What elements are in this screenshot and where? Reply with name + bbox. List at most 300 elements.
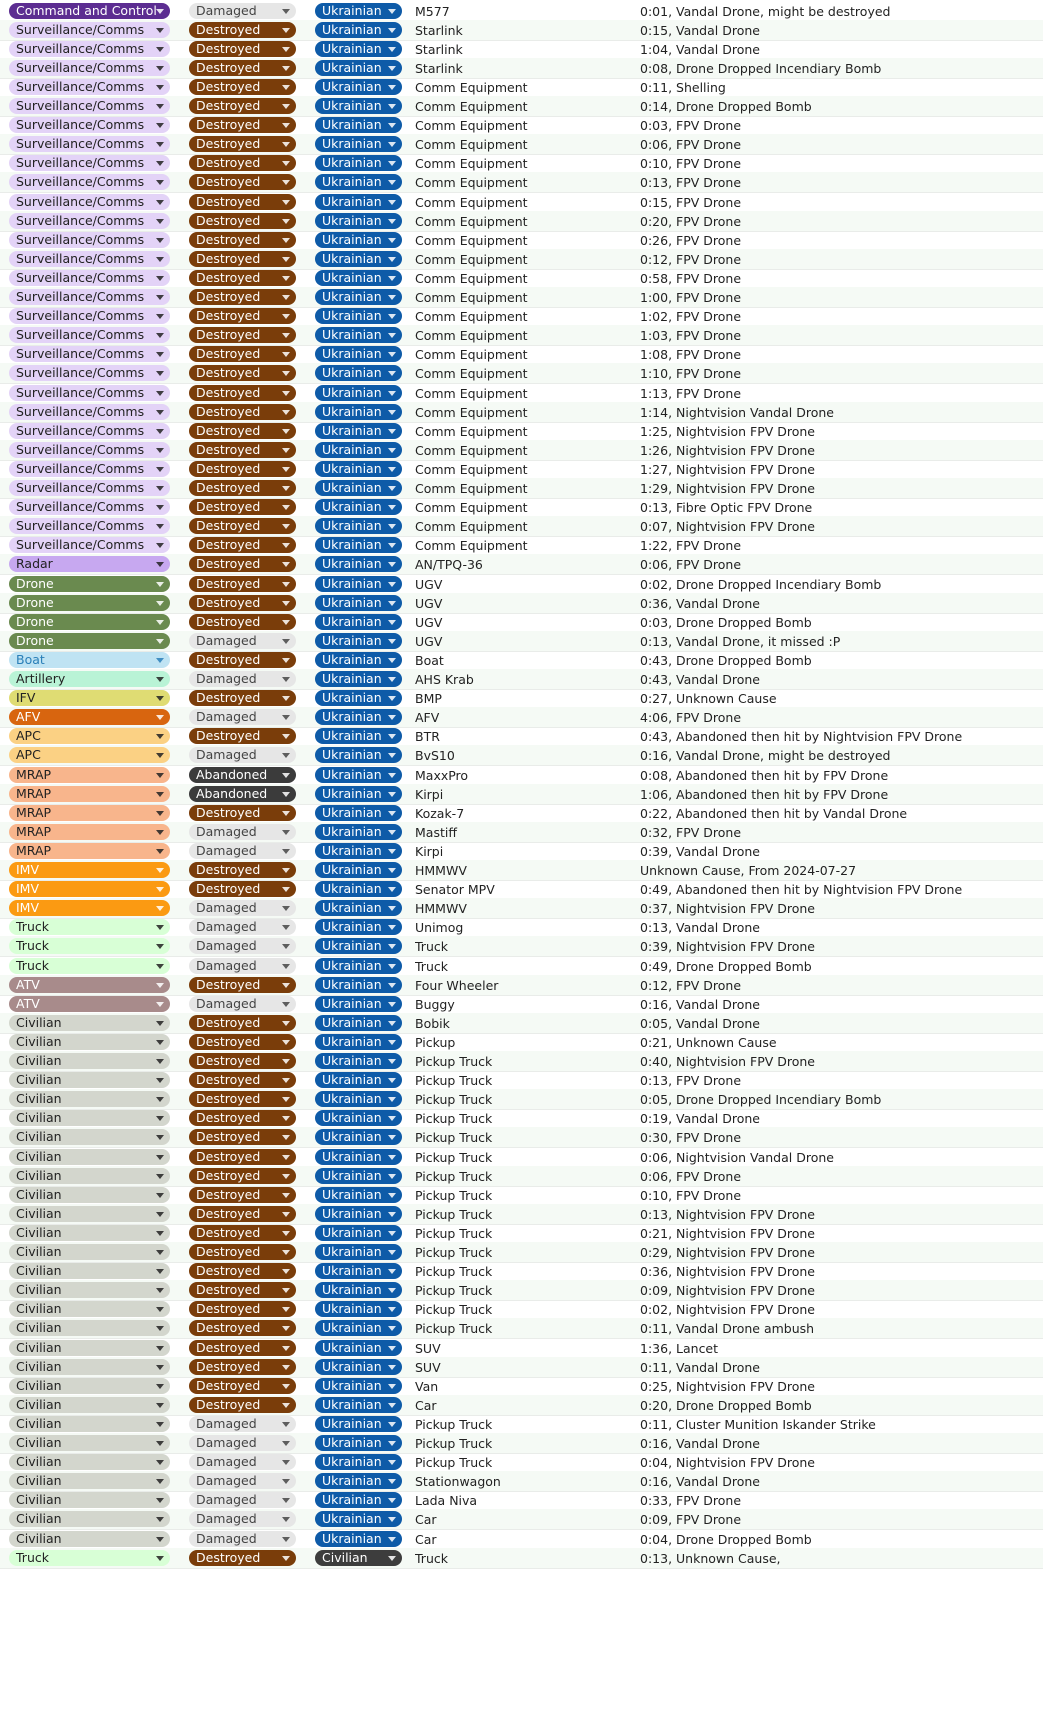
status-select[interactable] — [189, 1225, 296, 1241]
owner-select[interactable] — [315, 1397, 402, 1413]
chevron-down-icon[interactable] — [156, 734, 164, 739]
notes-cell[interactable]: 0:13, FPV Drone — [640, 1073, 742, 1089]
owner-select[interactable] — [315, 365, 402, 381]
notes-cell[interactable]: 0:09, FPV Drone — [640, 1512, 742, 1528]
notes-cell[interactable]: 1:36, Lancet — [640, 1340, 719, 1356]
notes-cell[interactable]: 0:43, Abandoned then hit by Nightvision FPV Drone — [640, 729, 963, 745]
chevron-down-icon[interactable] — [388, 639, 396, 644]
chevron-down-icon[interactable] — [156, 1479, 164, 1484]
status-select[interactable] — [189, 652, 296, 668]
notes-cell[interactable]: 1:02, FPV Drone — [640, 309, 742, 325]
chevron-down-icon[interactable] — [388, 1021, 396, 1026]
chevron-down-icon[interactable] — [388, 811, 396, 816]
equipment-type-cell[interactable]: Comm Equipment — [415, 328, 528, 344]
notes-cell[interactable]: 0:43, Vandal Drone — [640, 672, 760, 687]
chevron-down-icon[interactable] — [388, 620, 396, 625]
category-select[interactable] — [9, 1282, 170, 1298]
chevron-down-icon[interactable] — [282, 333, 290, 338]
chevron-down-icon[interactable] — [388, 1212, 396, 1217]
owner-select[interactable] — [315, 652, 402, 668]
chevron-down-icon[interactable] — [282, 1556, 290, 1561]
chevron-down-icon[interactable] — [282, 180, 290, 185]
category-select[interactable] — [9, 977, 170, 993]
chevron-down-icon[interactable] — [388, 964, 396, 969]
status-select[interactable] — [189, 1015, 296, 1031]
owner-select[interactable] — [315, 22, 402, 38]
chevron-down-icon[interactable] — [282, 142, 290, 147]
notes-cell[interactable]: 0:11, Vandal Drone ambush — [640, 1321, 815, 1337]
chevron-down-icon[interactable] — [156, 123, 164, 128]
chevron-down-icon[interactable] — [388, 524, 396, 529]
chevron-down-icon[interactable] — [282, 964, 290, 969]
owner-select[interactable] — [315, 60, 402, 76]
chevron-down-icon[interactable] — [282, 906, 290, 911]
category-select[interactable] — [9, 232, 170, 248]
status-select[interactable] — [189, 442, 296, 458]
chevron-down-icon[interactable] — [282, 371, 290, 376]
equipment-type-cell[interactable]: Van — [415, 1378, 439, 1394]
chevron-down-icon[interactable] — [388, 887, 396, 892]
status-select[interactable] — [189, 1397, 296, 1413]
status-select[interactable] — [189, 22, 296, 38]
owner-select[interactable] — [315, 709, 402, 725]
notes-cell[interactable]: 0:04, Nightvision FPV Drone — [640, 1455, 815, 1471]
chevron-down-icon[interactable] — [282, 1288, 290, 1293]
chevron-down-icon[interactable] — [388, 200, 396, 205]
chevron-down-icon[interactable] — [282, 85, 290, 90]
owner-select[interactable] — [315, 1320, 402, 1336]
notes-cell[interactable]: 0:58, FPV Drone — [640, 270, 742, 286]
equipment-type-cell[interactable]: Pickup Truck — [415, 1130, 493, 1146]
chevron-down-icon[interactable] — [156, 486, 164, 491]
chevron-down-icon[interactable] — [156, 543, 164, 548]
equipment-type-cell[interactable]: Pickup Truck — [415, 1073, 493, 1089]
category-select[interactable] — [9, 1091, 170, 1107]
chevron-down-icon[interactable] — [388, 429, 396, 434]
chevron-down-icon[interactable] — [156, 314, 164, 319]
status-select[interactable] — [189, 1378, 296, 1394]
status-select[interactable] — [189, 614, 296, 630]
chevron-down-icon[interactable] — [282, 238, 290, 243]
chevron-down-icon[interactable] — [282, 314, 290, 319]
status-select[interactable] — [189, 1072, 296, 1088]
chevron-down-icon[interactable] — [388, 601, 396, 606]
notes-cell[interactable]: 0:16, Vandal Drone — [640, 996, 760, 1012]
owner-select[interactable] — [315, 1244, 402, 1260]
owner-select[interactable] — [315, 461, 402, 477]
chevron-down-icon[interactable] — [388, 467, 396, 472]
chevron-down-icon[interactable] — [156, 1537, 164, 1542]
chevron-down-icon[interactable] — [156, 410, 164, 415]
chevron-down-icon[interactable] — [156, 9, 164, 14]
owner-select[interactable] — [315, 499, 402, 515]
chevron-down-icon[interactable] — [388, 696, 396, 701]
chevron-down-icon[interactable] — [388, 1441, 396, 1446]
chevron-down-icon[interactable] — [388, 1193, 396, 1198]
chevron-down-icon[interactable] — [156, 1174, 164, 1179]
owner-select[interactable] — [315, 633, 402, 649]
owner-select[interactable] — [315, 385, 402, 401]
owner-select[interactable] — [315, 919, 402, 935]
status-select[interactable] — [189, 213, 296, 229]
chevron-down-icon[interactable] — [156, 562, 164, 567]
status-select[interactable] — [189, 1244, 296, 1260]
chevron-down-icon[interactable] — [156, 1193, 164, 1198]
category-select[interactable] — [9, 251, 170, 267]
chevron-down-icon[interactable] — [156, 639, 164, 644]
category-select[interactable] — [9, 747, 170, 763]
owner-select[interactable] — [315, 1435, 402, 1451]
chevron-down-icon[interactable] — [282, 620, 290, 625]
chevron-down-icon[interactable] — [388, 677, 396, 682]
status-select[interactable] — [189, 155, 296, 171]
chevron-down-icon[interactable] — [282, 1174, 290, 1179]
chevron-down-icon[interactable] — [388, 505, 396, 510]
chevron-down-icon[interactable] — [282, 391, 290, 396]
chevron-down-icon[interactable] — [282, 352, 290, 357]
chevron-down-icon[interactable] — [156, 1346, 164, 1351]
equipment-type-cell[interactable]: Comm Equipment — [415, 79, 528, 95]
chevron-down-icon[interactable] — [282, 1517, 290, 1522]
chevron-down-icon[interactable] — [388, 1116, 396, 1121]
equipment-type-cell[interactable]: AHS Krab — [415, 672, 474, 687]
notes-cell[interactable]: 0:12, FPV Drone — [640, 251, 742, 267]
chevron-down-icon[interactable] — [388, 391, 396, 396]
chevron-down-icon[interactable] — [388, 1097, 396, 1102]
chevron-down-icon[interactable] — [156, 1231, 164, 1236]
equipment-type-cell[interactable]: Mastiff — [415, 824, 457, 840]
chevron-down-icon[interactable] — [388, 1460, 396, 1465]
owner-select[interactable] — [315, 270, 402, 286]
owner-select[interactable] — [315, 1072, 402, 1088]
chevron-down-icon[interactable] — [156, 944, 164, 949]
category-select[interactable] — [9, 213, 170, 229]
chevron-down-icon[interactable] — [156, 753, 164, 758]
chevron-down-icon[interactable] — [156, 1155, 164, 1160]
chevron-down-icon[interactable] — [156, 1517, 164, 1522]
owner-select[interactable] — [315, 423, 402, 439]
chevron-down-icon[interactable] — [282, 1269, 290, 1274]
notes-cell[interactable]: 1:08, FPV Drone — [640, 347, 742, 363]
notes-cell[interactable]: 1:13, FPV Drone — [640, 385, 742, 401]
equipment-type-cell[interactable]: BTR — [415, 729, 440, 745]
owner-select[interactable] — [315, 480, 402, 496]
chevron-down-icon[interactable] — [388, 1403, 396, 1408]
notes-cell[interactable]: 0:01, Vandal Drone, might be destroyed — [640, 3, 891, 19]
category-select[interactable] — [9, 633, 170, 649]
chevron-down-icon[interactable] — [282, 639, 290, 644]
status-select[interactable] — [189, 461, 296, 477]
category-select[interactable] — [9, 194, 170, 210]
chevron-down-icon[interactable] — [282, 1346, 290, 1351]
status-select[interactable] — [189, 41, 296, 57]
category-select[interactable] — [9, 1015, 170, 1031]
owner-select[interactable] — [315, 155, 402, 171]
notes-cell[interactable]: 1:26, Nightvision FPV Drone — [640, 442, 815, 458]
equipment-type-cell[interactable]: AN/TPQ-36 — [415, 557, 483, 573]
chevron-down-icon[interactable] — [282, 562, 290, 567]
owner-select[interactable] — [315, 1091, 402, 1107]
chevron-down-icon[interactable] — [156, 887, 164, 892]
equipment-type-cell[interactable]: Starlink — [415, 60, 463, 76]
chevron-down-icon[interactable] — [388, 925, 396, 930]
status-select[interactable] — [189, 251, 296, 267]
notes-cell[interactable]: 0:11, Vandal Drone — [640, 1359, 760, 1375]
notes-cell[interactable]: 1:25, Nightvision FPV Drone — [640, 423, 815, 439]
chevron-down-icon[interactable] — [388, 371, 396, 376]
equipment-type-cell[interactable]: Pickup Truck — [415, 1302, 493, 1318]
chevron-down-icon[interactable] — [156, 868, 164, 873]
equipment-type-cell[interactable]: Pickup Truck — [415, 1111, 493, 1127]
category-select[interactable] — [9, 1129, 170, 1145]
category-select[interactable] — [9, 1454, 170, 1470]
chevron-down-icon[interactable] — [388, 9, 396, 14]
category-select[interactable] — [9, 1511, 170, 1527]
status-select[interactable] — [189, 289, 296, 305]
equipment-type-cell[interactable]: Pickup Truck — [415, 1264, 493, 1280]
owner-select[interactable] — [315, 900, 402, 916]
equipment-type-cell[interactable]: SUV — [415, 1359, 441, 1375]
chevron-down-icon[interactable] — [388, 1231, 396, 1236]
category-select[interactable] — [9, 728, 170, 744]
chevron-down-icon[interactable] — [156, 333, 164, 338]
chevron-down-icon[interactable] — [282, 811, 290, 816]
notes-cell[interactable]: 0:03, FPV Drone — [640, 118, 742, 134]
chevron-down-icon[interactable] — [282, 1326, 290, 1331]
status-select[interactable] — [189, 824, 296, 840]
status-select[interactable] — [189, 136, 296, 152]
chevron-down-icon[interactable] — [156, 180, 164, 185]
chevron-down-icon[interactable] — [282, 658, 290, 663]
owner-select[interactable] — [315, 576, 402, 592]
notes-cell[interactable]: 0:08, Drone Dropped Incendiary Bomb — [640, 60, 882, 76]
chevron-down-icon[interactable] — [388, 1155, 396, 1160]
notes-cell[interactable]: 0:39, Vandal Drone — [640, 843, 760, 859]
notes-cell[interactable]: 0:13, Vandal Drone, it missed :P — [640, 633, 841, 649]
chevron-down-icon[interactable] — [282, 1441, 290, 1446]
owner-select[interactable] — [315, 41, 402, 57]
equipment-type-cell[interactable]: Four Wheeler — [415, 977, 499, 993]
category-select[interactable] — [9, 1149, 170, 1165]
notes-cell[interactable]: 1:04, Vandal Drone — [640, 41, 760, 57]
owner-select[interactable] — [315, 308, 402, 324]
category-select[interactable] — [9, 537, 170, 553]
chevron-down-icon[interactable] — [388, 314, 396, 319]
chevron-down-icon[interactable] — [282, 1403, 290, 1408]
equipment-type-cell[interactable]: Car — [415, 1397, 437, 1413]
category-select[interactable] — [9, 709, 170, 725]
owner-select[interactable] — [315, 194, 402, 210]
equipment-type-cell[interactable]: Comm Equipment — [415, 309, 528, 325]
chevron-down-icon[interactable] — [156, 677, 164, 682]
chevron-down-icon[interactable] — [282, 524, 290, 529]
equipment-type-cell[interactable]: Comm Equipment — [415, 442, 528, 458]
chevron-down-icon[interactable] — [282, 887, 290, 892]
chevron-down-icon[interactable] — [388, 1269, 396, 1274]
chevron-down-icon[interactable] — [282, 28, 290, 33]
notes-cell[interactable]: 4:06, FPV Drone — [640, 710, 742, 726]
chevron-down-icon[interactable] — [388, 849, 396, 854]
equipment-type-cell[interactable]: Stationwagon — [415, 1474, 501, 1490]
notes-cell[interactable]: 0:21, Unknown Cause — [640, 1034, 777, 1050]
chevron-down-icon[interactable] — [156, 352, 164, 357]
equipment-type-cell[interactable]: Pickup Truck — [415, 1416, 493, 1432]
chevron-down-icon[interactable] — [388, 66, 396, 71]
notes-cell[interactable]: 0:29, Nightvision FPV Drone — [640, 1245, 815, 1260]
chevron-down-icon[interactable] — [156, 1307, 164, 1312]
category-select[interactable] — [9, 60, 170, 76]
category-select[interactable] — [9, 1053, 170, 1069]
owner-select[interactable] — [315, 938, 402, 954]
chevron-down-icon[interactable] — [388, 1422, 396, 1427]
category-select[interactable] — [9, 1416, 170, 1432]
owner-select[interactable] — [315, 1206, 402, 1222]
category-select[interactable] — [9, 461, 170, 477]
owner-select[interactable] — [315, 1282, 402, 1298]
owner-select[interactable] — [315, 747, 402, 763]
notes-cell[interactable]: 0:13, Unknown Cause, — [640, 1550, 781, 1566]
owner-select[interactable] — [315, 1531, 402, 1547]
equipment-type-cell[interactable]: Truck — [415, 958, 448, 974]
notes-cell[interactable]: 1:22, FPV Drone — [640, 538, 742, 554]
category-select[interactable] — [9, 365, 170, 381]
notes-cell[interactable]: 0:10, FPV Drone — [640, 1187, 742, 1203]
status-select[interactable] — [189, 1473, 296, 1489]
status-select[interactable] — [189, 938, 296, 954]
notes-cell[interactable]: 0:36, Nightvision FPV Drone — [640, 1264, 815, 1280]
chevron-down-icon[interactable] — [156, 238, 164, 243]
chevron-down-icon[interactable] — [388, 1479, 396, 1484]
category-select[interactable] — [9, 346, 170, 362]
chevron-down-icon[interactable] — [388, 1174, 396, 1179]
equipment-type-cell[interactable]: Comm Equipment — [415, 519, 528, 535]
category-select[interactable] — [9, 117, 170, 133]
chevron-down-icon[interactable] — [156, 964, 164, 969]
equipment-type-cell[interactable]: Pickup Truck — [415, 1149, 493, 1165]
chevron-down-icon[interactable] — [388, 1307, 396, 1312]
chevron-down-icon[interactable] — [156, 276, 164, 281]
chevron-down-icon[interactable] — [388, 276, 396, 281]
chevron-down-icon[interactable] — [156, 658, 164, 663]
equipment-type-cell[interactable]: Kozak-7 — [415, 805, 465, 821]
chevron-down-icon[interactable] — [282, 1422, 290, 1427]
equipment-type-cell[interactable]: Comm Equipment — [415, 366, 528, 382]
chevron-down-icon[interactable] — [156, 601, 164, 606]
category-select[interactable] — [9, 1072, 170, 1088]
status-select[interactable] — [189, 1034, 296, 1050]
status-select[interactable] — [189, 232, 296, 248]
chevron-down-icon[interactable] — [156, 200, 164, 205]
chevron-down-icon[interactable] — [388, 773, 396, 778]
owner-select[interactable] — [315, 1416, 402, 1432]
equipment-type-cell[interactable]: Truck — [415, 939, 448, 955]
status-select[interactable] — [189, 881, 296, 897]
status-select[interactable] — [189, 747, 296, 763]
chevron-down-icon[interactable] — [282, 257, 290, 262]
category-select[interactable] — [9, 1473, 170, 1489]
category-select[interactable] — [9, 690, 170, 706]
status-select[interactable] — [189, 977, 296, 993]
status-select[interactable] — [189, 480, 296, 496]
status-select[interactable] — [189, 633, 296, 649]
notes-cell[interactable]: 0:39, Nightvision FPV Drone — [640, 939, 815, 955]
equipment-type-cell[interactable]: UGV — [415, 576, 443, 592]
equipment-type-cell[interactable]: Pickup Truck — [415, 1168, 493, 1184]
status-select[interactable] — [189, 98, 296, 114]
chevron-down-icon[interactable] — [156, 505, 164, 510]
chevron-down-icon[interactable] — [388, 333, 396, 338]
chevron-down-icon[interactable] — [156, 47, 164, 52]
chevron-down-icon[interactable] — [156, 1040, 164, 1045]
notes-cell[interactable]: 0:21, Nightvision FPV Drone — [640, 1225, 815, 1241]
owner-select[interactable] — [315, 346, 402, 362]
category-select[interactable] — [9, 1320, 170, 1336]
chevron-down-icon[interactable] — [156, 1097, 164, 1102]
owner-select[interactable] — [315, 767, 402, 783]
equipment-type-cell[interactable]: Boat — [415, 652, 444, 668]
category-select[interactable] — [9, 958, 170, 974]
notes-cell[interactable]: 0:11, Shelling — [640, 79, 726, 95]
chevron-down-icon[interactable] — [282, 1537, 290, 1542]
chevron-down-icon[interactable] — [282, 773, 290, 778]
chevron-down-icon[interactable] — [156, 906, 164, 911]
status-select[interactable] — [189, 996, 296, 1012]
notes-cell[interactable]: 0:13, Vandal Drone — [640, 920, 760, 936]
chevron-down-icon[interactable] — [388, 410, 396, 415]
chevron-down-icon[interactable] — [156, 28, 164, 33]
status-select[interactable] — [189, 1320, 296, 1336]
chevron-down-icon[interactable] — [388, 1059, 396, 1064]
notes-cell[interactable]: 0:16, Vandal Drone, might be destroyed — [640, 748, 891, 764]
equipment-type-cell[interactable]: Comm Equipment — [415, 194, 528, 210]
owner-select[interactable] — [315, 251, 402, 267]
notes-cell[interactable]: 0:12, FPV Drone — [640, 977, 742, 993]
equipment-type-cell[interactable]: Lada Niva — [415, 1493, 478, 1509]
owner-select[interactable] — [315, 862, 402, 878]
owner-select[interactable] — [315, 614, 402, 630]
chevron-down-icon[interactable] — [388, 104, 396, 109]
chevron-down-icon[interactable] — [388, 1517, 396, 1522]
owner-select[interactable] — [315, 1129, 402, 1145]
chevron-down-icon[interactable] — [282, 1097, 290, 1102]
chevron-down-icon[interactable] — [156, 371, 164, 376]
notes-cell[interactable]: 0:33, FPV Drone — [640, 1493, 742, 1509]
chevron-down-icon[interactable] — [156, 830, 164, 835]
equipment-type-cell[interactable]: Comm Equipment — [415, 175, 528, 191]
chevron-down-icon[interactable] — [388, 1326, 396, 1331]
status-select[interactable] — [189, 3, 296, 19]
category-select[interactable] — [9, 843, 170, 859]
owner-select[interactable] — [315, 1359, 402, 1375]
chevron-down-icon[interactable] — [282, 123, 290, 128]
category-select[interactable] — [9, 614, 170, 630]
chevron-down-icon[interactable] — [156, 792, 164, 797]
owner-select[interactable] — [315, 1149, 402, 1165]
status-select[interactable] — [189, 919, 296, 935]
chevron-down-icon[interactable] — [282, 1155, 290, 1160]
chevron-down-icon[interactable] — [156, 524, 164, 529]
equipment-type-cell[interactable]: Comm Equipment — [415, 404, 528, 420]
owner-select[interactable] — [315, 1187, 402, 1203]
status-select[interactable] — [189, 1110, 296, 1126]
status-select[interactable] — [189, 767, 296, 783]
status-select[interactable] — [189, 728, 296, 744]
equipment-type-cell[interactable]: Pickup Truck — [415, 1092, 493, 1108]
status-select[interactable] — [189, 174, 296, 190]
chevron-down-icon[interactable] — [282, 104, 290, 109]
equipment-type-cell[interactable]: Comm Equipment — [415, 347, 528, 363]
status-select[interactable] — [189, 1282, 296, 1298]
